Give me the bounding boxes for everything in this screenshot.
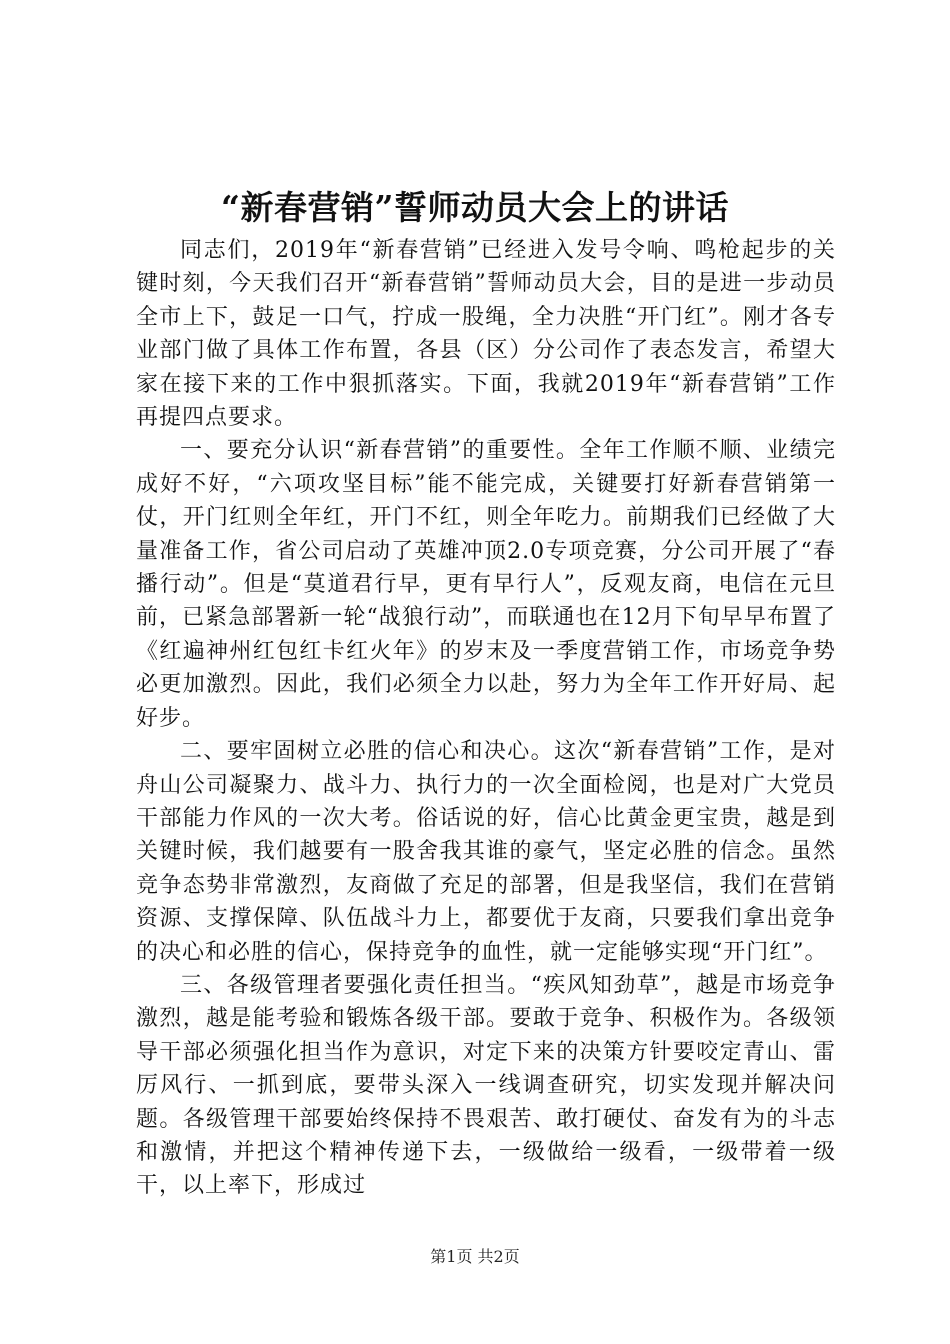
paragraph-point-three: 三、各级管理者要强化责任担当。“疾风知劲草”，越是市场竞争激烈，越是能考验和锻炼各级干部。要敢于竞争、积极作为。各级领导干部必须强化担当作为意识，对定下来的决策方针要咬定青山、雷厉风行、一抓到底，要带头深入一线调查研究，切实发现并解决问题。各级管理干部要始终保持不畏艰苦、敢打硬仗、奋发有为的斗志和激情，并把这个精神传递下去，一级做给一级看，一级带着一级干，以上率下，形成过 <box>136 972 836 1199</box>
paragraph-point-one: 一、要充分认识“新春营销”的重要性。全年工作顺不顺、业绩完成好不好，“六项攻坚目标”能不能完成，关键要打好新春营销第一仗，开门红则全年红，开门不红，则全年吃力。前期我们已经做了大量准备工作，省公司启动了英雄冲顶2.0专项竞赛，分公司开展了“春播行动”。但是“莫道君行早，更有早行人”，反观友商，电信在元旦前，已紧急部署新一轮“战狼行动”，而联通也在12月下旬早早布置了《红遍神州红包红卡红火年》的岁末及一季度营销工作，市场竞争势必更加激烈。因此，我们必须全力以赴，努力为全年工作开好局、起好步。 <box>136 438 836 731</box>
paragraph-point-two: 二、要牢固树立必胜的信心和决心。这次“新春营销”工作，是对舟山公司凝聚力、战斗力、执行力的一次全面检阅，也是对广大党员干部能力作风的一次大考。俗话说的好，信心比黄金更宝贵，越是到关键时候，我们越要有一股舍我其谁的豪气，坚定必胜的信念。虽然竞争态势非常激烈，友商做了充足的部署，但是我坚信，我们在营销资源、支撑保障、队伍战斗力上，都要优于友商，只要我们拿出竞争的决心和必胜的信心，保持竞争的血性，就一定能够实现“开门红”。 <box>136 739 836 965</box>
document-body <box>136 234 836 1203</box>
page-number-footer: 第1页 共2页 <box>430 1247 520 1266</box>
page-title: “新春营销”誓师动员大会上的讲话 <box>221 188 729 227</box>
paragraph-intro: 同志们，2019年“新春营销”已经进入发号令响、鸣枪起步的关键时刻，今天我们召开“新春营销”誓师动员大会，目的是进一步动员全市上下，鼓足一口气，拧成一股绳，全力决胜“开门红”。刚才各专业部门做了具体工作布置，各县（区）分公司作了表态发言，希望大家在接下来的工作中狠抓落实。下面，我就2019年“新春营销”工作再提四点要求。 <box>136 238 836 431</box>
